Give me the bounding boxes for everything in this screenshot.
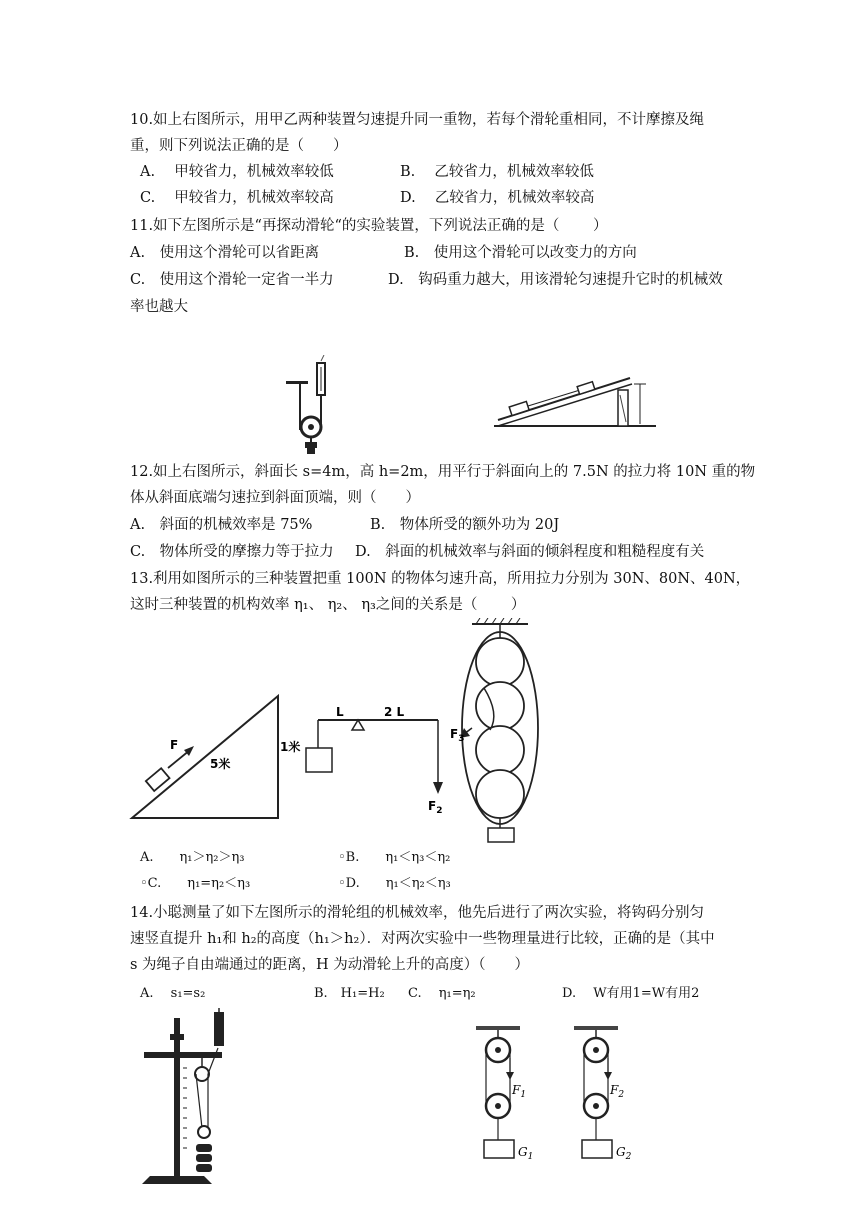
q11-option-b: B. 使用这个滑轮可以改变力的方向: [404, 245, 637, 261]
lever-right-arm-label: 2 L: [384, 705, 405, 719]
q10-option-d: D. 乙较省力，机械效率较高: [400, 190, 595, 206]
q14-option-a: A. s₁=s₂: [140, 986, 206, 1001]
weight-g2-label: $G_2$: [616, 1145, 632, 1162]
q13-stem-line1: 13.利用如图所示的三种装置把重 100N 的物体匀速升高，所用拉力分别为 30N、80N、40N，: [130, 571, 751, 587]
q10-option-c: C. 甲较省力，机械效率较高: [140, 190, 334, 206]
pulley-system-2: [574, 1026, 632, 1162]
q14-stem-line1: 14.小聪测量了如下左图所示的滑轮组的机械效率，他先后进行了两次实验，将钩码分别匀: [130, 905, 705, 921]
pulley-block-device: [450, 618, 538, 842]
force-f2-label: $F_2$: [428, 799, 443, 816]
q11-option-d-line2: 率也越大: [130, 299, 188, 315]
q13-option-a: A. η₁＞η₂＞η₃: [140, 850, 245, 865]
q11-option-c: C. 使用这个滑轮一定省一半力: [130, 272, 334, 288]
q14-option-c: C. η₁=η₂: [408, 986, 476, 1001]
q12-stem-line2: 体从斜面底端匀速拉到斜面顶端，则（ ）: [130, 490, 420, 506]
pulley-system-1: [476, 1026, 533, 1162]
force-f3-label: $F_3$: [450, 727, 465, 744]
q10-option-a: A. 甲较省力，机械效率较低: [140, 164, 334, 180]
q10-stem-line1: 10.如上右图所示，用甲乙两种装置匀速提升同一重物，若每个滑轮重相同，不计摩擦及绳: [130, 112, 705, 128]
q13-option-b: ◦B. η₁＜η₃＜η₂: [338, 850, 451, 865]
pulley-stand-figure: [140, 1008, 240, 1186]
lever-device: [306, 705, 443, 816]
force-f1-label: $F_1$: [512, 1083, 527, 1100]
q13-stem-line2: 这时三种装置的机构效率 η₁、 η₂、 η₃之间的关系是（ ）: [130, 597, 526, 613]
q10-stem-line2: 重，则下列说法正确的是（ ）: [130, 138, 348, 154]
movable-pulley-figure: [280, 355, 350, 455]
q14-option-d: D. W有用1=W有用2: [562, 986, 700, 1001]
q11-stem: 11.如下左图所示是“再探动滑轮“的实验装置，下列说法正确的是（ ）: [130, 218, 608, 234]
q14-stem-line3: s 为绳子自由端通过的距离，H 为动滑轮上升的高度）（ ）: [130, 957, 530, 973]
q13-option-c: ◦C. η₁=η₂＜η₃: [140, 876, 251, 891]
weight-g1-label: $G_1$: [518, 1145, 534, 1162]
height-label: 1米: [280, 740, 301, 754]
q12-option-b: B. 物体所受的额外功为 20J: [370, 517, 560, 533]
force-f-label: F: [170, 738, 179, 752]
q11-option-d-line1: D. 钩码重力越大，用该滑轮匀速提升它时的机械效: [388, 272, 723, 288]
q12-option-d: D. 斜面的机械效率与斜面的倾斜程度和粗糙程度有关: [355, 544, 705, 560]
inclined-plane-figure: [490, 360, 660, 432]
inclined-plane-device: [132, 696, 300, 818]
q12-option-c: C. 物体所受的摩擦力等于拉力: [130, 544, 334, 560]
q14-option-b: B. H₁=H₂: [314, 986, 385, 1001]
q11-option-a: A. 使用这个滑轮可以省距离: [130, 245, 320, 261]
q14-stem-line2: 速竖直提升 h₁和 h₂的高度（h₁＞h₂）．对两次实验中一些物理量进行比较，正确的是（其中: [130, 931, 715, 947]
q10-option-b: B. 乙较省力，机械效率较低: [400, 164, 594, 180]
force-f2-label-q14: $F_2$: [610, 1083, 625, 1100]
three-devices-figure: [128, 618, 548, 846]
slope-length-label: 5米: [210, 757, 231, 771]
q12-stem-line1: 12.如上右图所示，斜面长 s=4m，高 h=2m，用平行于斜面向上的 7.5N 的拉力将 10N 重的物: [130, 464, 756, 480]
two-pulley-systems-figure: [470, 1022, 650, 1166]
lever-left-arm-label: L: [336, 705, 344, 719]
q13-option-d: ◦D. η₁＜η₂＜η₃: [338, 876, 451, 891]
q12-option-a: A. 斜面的机械效率是 75%: [130, 517, 313, 533]
